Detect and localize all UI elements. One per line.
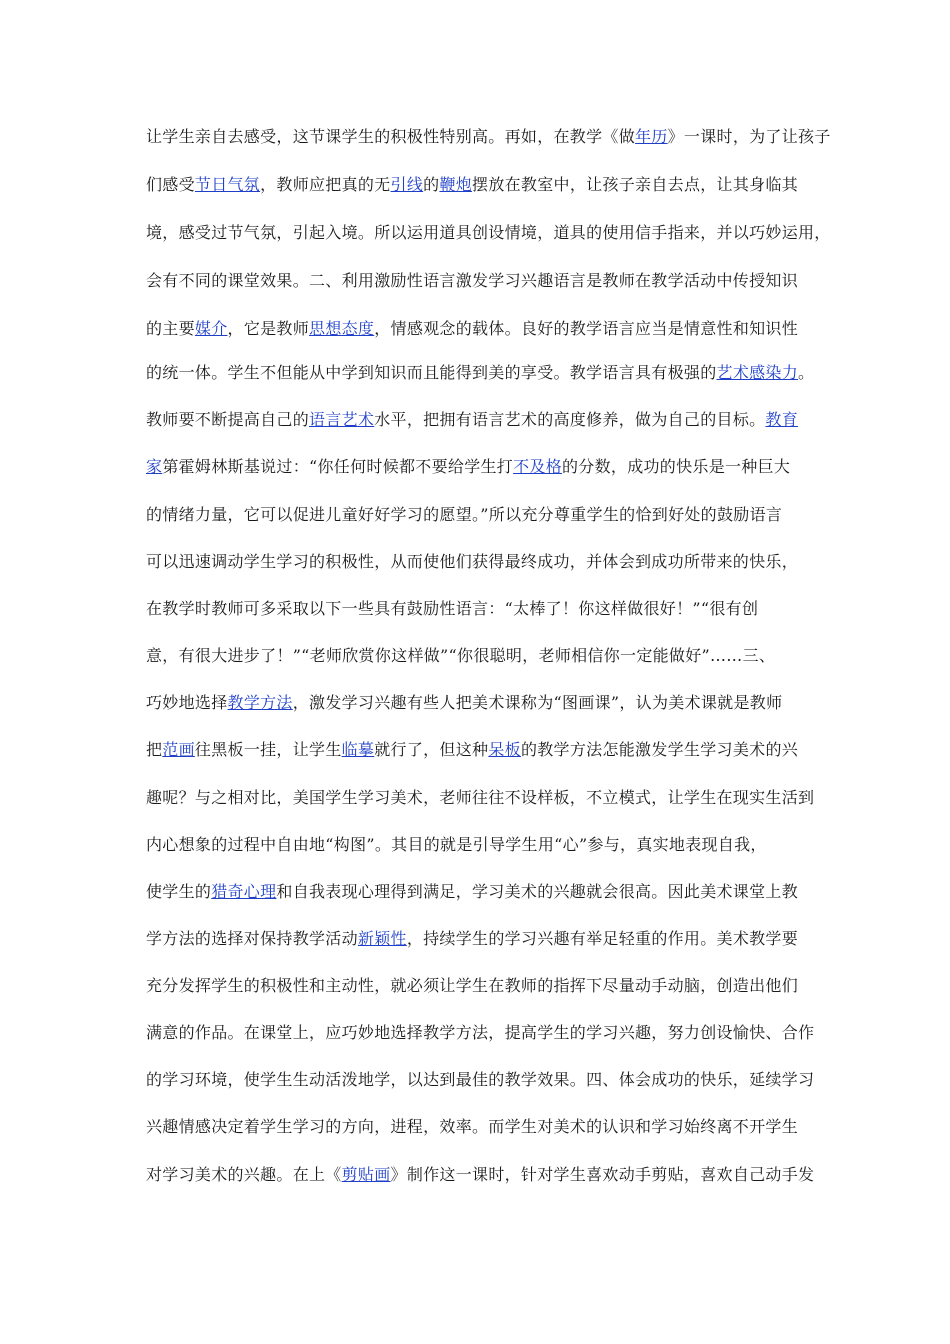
body-text: 在教学时教师可多采取以下一些具有鼓励性语言：“太棒了！你这样做很好！”“很有创 — [146, 599, 759, 618]
text-line — [146, 598, 816, 620]
inline-link[interactable]: 家 — [146, 457, 163, 476]
text-line — [146, 1022, 816, 1044]
text-line — [146, 551, 816, 573]
body-text: 就行了，但这种 — [374, 740, 489, 759]
text-line — [146, 362, 816, 384]
inline-link[interactable]: 思想态度 — [309, 319, 375, 338]
body-text: 。 — [798, 363, 815, 382]
body-text: 巧妙地选择 — [146, 693, 228, 712]
inline-link[interactable]: 引线 — [390, 175, 424, 194]
body-text: 趣呢？与之相对比，美国学生学习美术，老师往往不设样板，不立模式，让学生在现实生活到 — [146, 788, 815, 807]
inline-link[interactable]: 猎奇心理 — [211, 882, 277, 901]
body-text: 会有不同的课堂效果。二、利用激励性语言激发学习兴趣语言是教师在教学活动中传授知识 — [146, 271, 799, 290]
text-line — [146, 787, 816, 809]
body-text: 让学生亲自去感受，这节课学生的积极性特别高。再如，在教学《做 — [146, 127, 636, 146]
body-text: 和自我表现心理得到满足，学习美术的兴趣就会很高。因此美术课堂上教 — [276, 882, 799, 901]
text-line — [146, 881, 816, 903]
inline-link[interactable]: 鞭炮 — [439, 175, 473, 194]
body-text: 对学习美术的兴趣。在上《 — [146, 1165, 342, 1184]
text-line — [146, 739, 816, 761]
body-text: 把 — [146, 740, 163, 759]
inline-link[interactable]: 剪贴画 — [341, 1165, 391, 1184]
text-line — [146, 834, 816, 856]
body-text: 的主要 — [146, 319, 195, 338]
text-line — [146, 1116, 816, 1138]
text-line — [146, 409, 816, 431]
text-line — [146, 1164, 816, 1186]
text-line — [146, 928, 816, 950]
inline-link[interactable]: 新颖性 — [357, 929, 407, 948]
body-text: 水平，把拥有语言艺术的高度修养，做为自己的目标。 — [374, 410, 766, 429]
body-text: 意，有很大进步了！”“老师欣赏你这样做”“你很聪明，老师相信你一定能做好”……三、 — [146, 646, 776, 665]
text-line — [146, 174, 816, 196]
inline-link[interactable]: 语言艺术 — [309, 410, 375, 429]
body-text: 境，感受过节气氛，引起入境。所以运用道具创设情境，道具的使用信手指来，并以巧妙运用， — [146, 223, 831, 242]
body-text: ，激发学习兴趣有些人把美术课称为“图画课”，认为美术课就是教师 — [292, 693, 783, 712]
body-text: 往黑板一挂，让学生 — [194, 740, 342, 759]
body-text: 满意的作品。在课堂上，应巧妙地选择教学方法，提高学生的学习兴趣，努力创设愉快、合作 — [146, 1023, 815, 1042]
body-text: 的教学方法怎能激发学生学习美术的兴 — [520, 740, 799, 759]
text-line — [146, 270, 816, 292]
text-line — [146, 692, 816, 714]
body-text: 们感受 — [146, 175, 195, 194]
body-text: 兴趣情感决定着学生学习的方向，进程，效率。而学生对美术的认识和学习始终离不开学生 — [146, 1117, 799, 1136]
body-text: 第霍姆林斯基说过：“你任何时候都不要给学生打 — [162, 457, 514, 476]
body-text: 摆放在教室中，让孩子亲自去点，让其身临其 — [472, 175, 799, 194]
inline-link[interactable]: 范画 — [162, 740, 195, 759]
body-text: ，持续学生的学习兴趣有举足轻重的作用。美术教学要 — [406, 929, 799, 948]
inline-link[interactable]: 年历 — [635, 127, 668, 146]
body-text: 充分发挥学生的积极性和主动性，就必须让学生在教师的指挥下尽量动手动脑，创造出他们 — [146, 976, 799, 995]
text-line — [146, 318, 816, 340]
inline-link[interactable]: 临摹 — [341, 740, 375, 759]
body-text: 的学习环境，使学生生动活泼地学，以达到最佳的教学效果。四、体会成功的快乐，延续学习 — [146, 1070, 815, 1089]
body-text: 》制作这一课时，针对学生喜欢动手剪贴，喜欢自己动手发 — [390, 1165, 815, 1184]
inline-link[interactable]: 艺术感染力 — [716, 363, 799, 382]
text-line — [146, 1069, 816, 1091]
body-text: 教师要不断提高自己的 — [146, 410, 310, 429]
text-line — [146, 456, 816, 478]
body-text: ，教师应把真的无 — [260, 175, 391, 194]
body-text: 的情绪力量，它可以促进儿童好好学习的愿望。”所以充分尊重学生的恰到好处的鼓励语言 — [146, 505, 783, 524]
text-line — [146, 126, 831, 148]
text-line — [146, 222, 831, 244]
body-text: ，它是教师 — [227, 319, 310, 338]
body-text: 的统一体。学生不但能从中学到知识而且能得到美的享受。教学语言具有极强的 — [146, 363, 717, 382]
body-text: 使学生的 — [146, 882, 212, 901]
inline-link[interactable]: 教育 — [765, 410, 799, 429]
body-text: 的分数，成功的快乐是一种巨大 — [562, 457, 791, 476]
body-text: 内心想象的过程中自由地“构图”。其目的就是引导学生用“心”参与，真实地表现自我， — [146, 835, 767, 854]
inline-link[interactable]: 不及格 — [513, 457, 562, 476]
inline-link[interactable]: 媒介 — [194, 319, 228, 338]
inline-link[interactable]: 教学方法 — [227, 693, 293, 712]
body-text: 可以迅速调动学生学习的积极性，从而使他们获得最终成功，并体会到成功所带来的快乐， — [146, 552, 799, 571]
inline-link[interactable]: 呆板 — [488, 740, 521, 759]
text-line — [146, 975, 816, 997]
body-text: 》一课时，为了让孩子 — [667, 127, 831, 146]
text-line — [146, 645, 816, 667]
body-text: ，情感观念的载体。良好的教学语言应当是情意性和知识性 — [374, 319, 799, 338]
body-text: 学方法的选择对保持教学活动 — [146, 929, 358, 948]
inline-link[interactable]: 节日气氛 — [194, 175, 261, 194]
text-line — [146, 504, 816, 526]
body-text: 的 — [423, 175, 440, 194]
